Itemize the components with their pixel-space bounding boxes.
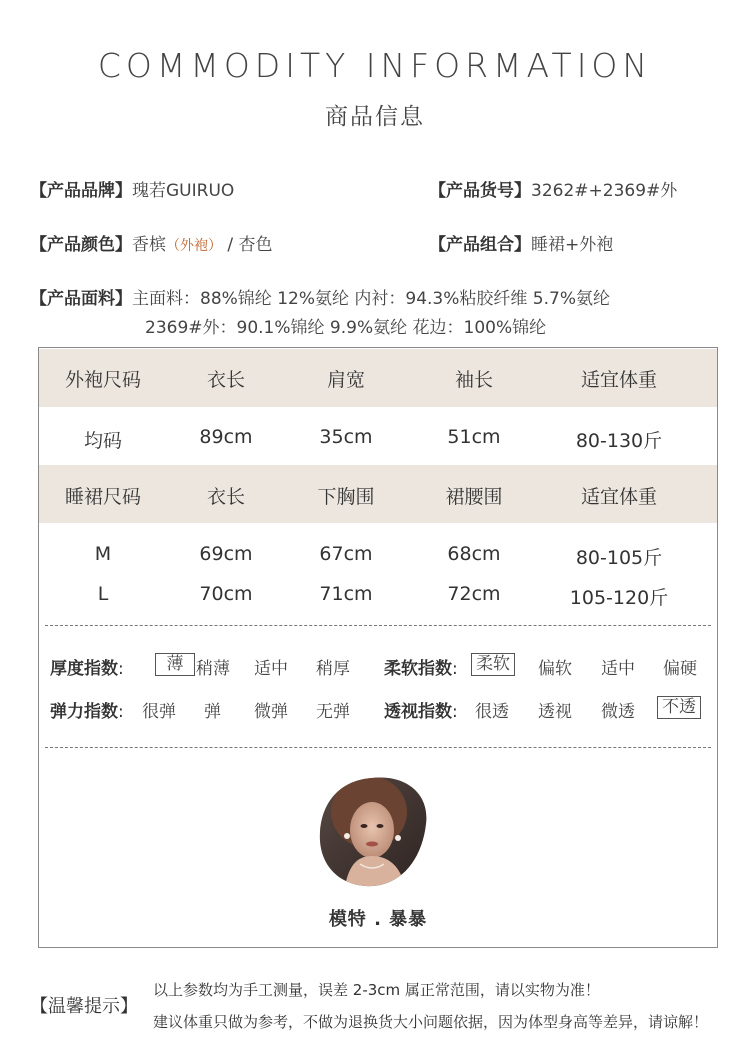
info-brand: [30, 176, 234, 201]
index-sep: :: [118, 702, 124, 722]
dress-cell: 67cm: [319, 543, 373, 565]
elasticity-option: 无弹: [316, 702, 350, 722]
info-combo: [429, 230, 613, 255]
size-box: [38, 347, 718, 948]
softness-option: 偏软: [538, 659, 572, 679]
info-key: 【产品货号】: [429, 181, 531, 201]
dress-cell: L: [97, 583, 109, 605]
index-sep: :: [118, 659, 124, 679]
elasticity-option: 微弹: [254, 702, 288, 722]
info-item-no: [429, 176, 677, 201]
info-fabric: [30, 284, 610, 309]
info-value: 主面料：88%锦纶 12%氨纶 内衬：94.3%粘胶纤维 5.7%氨纶: [132, 289, 610, 309]
elasticity-option: 弹: [204, 702, 221, 722]
title-en: COMMODITY INFORMATION: [97, 46, 653, 85]
dress-header-cell: 裙腰围: [445, 486, 503, 508]
thickness-option: 稍厚: [316, 659, 350, 679]
tips-line: 以上参数均为手工测量，误差 2-3cm 属正常范围，请以实物为准！: [153, 981, 600, 999]
index-sep: :: [452, 702, 458, 722]
thickness-option: 稍薄: [196, 659, 230, 679]
thickness-option: 适中: [254, 659, 288, 679]
robe-header-cell: 衣长: [206, 369, 245, 391]
index-label: 厚度指数: [50, 659, 118, 679]
dress-header-cell: 衣长: [206, 486, 245, 508]
softness-option-selected: 柔软: [471, 653, 515, 676]
softness-option: 适中: [601, 659, 635, 679]
robe-cell: 均码: [83, 430, 122, 452]
dress-cell: 69cm: [199, 543, 253, 565]
transparency-option: 微透: [601, 702, 635, 722]
dress-cell: 80-105斤: [575, 547, 663, 569]
model-portrait-image: [314, 772, 434, 892]
robe-cell: 89cm: [199, 426, 253, 448]
elasticity-label: [50, 697, 124, 722]
model-name: 模特 . 暴暴: [328, 909, 428, 930]
robe-header-cell: 适宜体重: [580, 369, 657, 391]
softness-option: 偏硬: [663, 659, 697, 679]
info-value: 3262#+2369#外: [531, 181, 678, 201]
info-key: 【产品面料】: [30, 289, 132, 309]
thickness-label: [50, 654, 124, 679]
info-color: [30, 230, 273, 255]
dress-cell: 68cm: [447, 543, 501, 565]
divider: [45, 625, 711, 626]
info-key: 【产品品牌】: [30, 181, 132, 201]
dress-cell: 72cm: [447, 583, 501, 605]
robe-cell: 80-130斤: [575, 430, 663, 452]
dress-cell: 70cm: [199, 583, 253, 605]
robe-cell: 35cm: [319, 426, 373, 448]
tips-line: 建议体重只做为参考，不做为退换货大小问题依据，因为体型身高等差异，请谅解！: [153, 1013, 709, 1031]
transparency-option: 透视: [538, 702, 572, 722]
dress-cell: 105-120斤: [569, 587, 669, 609]
info-fabric-line2: 2369#外：90.1%锦纶 9.9%氨纶 花边：100%锦纶: [145, 318, 547, 338]
info-key: 【产品组合】: [429, 235, 531, 255]
elasticity-option: 很弹: [142, 702, 176, 722]
info-value: 睡裙+外袍: [531, 235, 614, 255]
info-value-highlight: （外袍）: [166, 238, 222, 254]
robe-cell: 51cm: [447, 426, 501, 448]
info-value: 瑰若GUIRUO: [132, 181, 235, 201]
robe-header-cell: 肩宽: [326, 369, 365, 391]
info-key: 【产品颜色】: [30, 235, 132, 255]
info-value: 香槟: [132, 235, 166, 255]
transparency-option-selected: 不透: [657, 696, 701, 719]
tips-title: 【温馨提示】: [30, 996, 138, 1017]
dress-header-cell: 睡裙尺码: [64, 486, 141, 508]
index-sep: :: [452, 659, 458, 679]
transparency-label: [384, 697, 458, 722]
dress-cell: 71cm: [319, 583, 373, 605]
dress-header-cell: 适宜体重: [580, 486, 657, 508]
dress-cell: M: [94, 543, 112, 565]
index-label: 柔软指数: [384, 659, 452, 679]
index-label: 弹力指数: [50, 702, 118, 722]
robe-header-cell: 袖长: [454, 369, 493, 391]
index-label: 透视指数: [384, 702, 452, 722]
robe-header-cell: 外袍尺码: [64, 369, 141, 391]
transparency-option: 很透: [475, 702, 509, 722]
thickness-option-selected: 薄: [155, 653, 195, 676]
divider: [45, 747, 711, 748]
softness-label: [384, 654, 458, 679]
title-cn: 商品信息: [325, 104, 425, 130]
info-value: / 杏色: [227, 235, 273, 255]
dress-header-cell: 下胸围: [317, 486, 375, 508]
